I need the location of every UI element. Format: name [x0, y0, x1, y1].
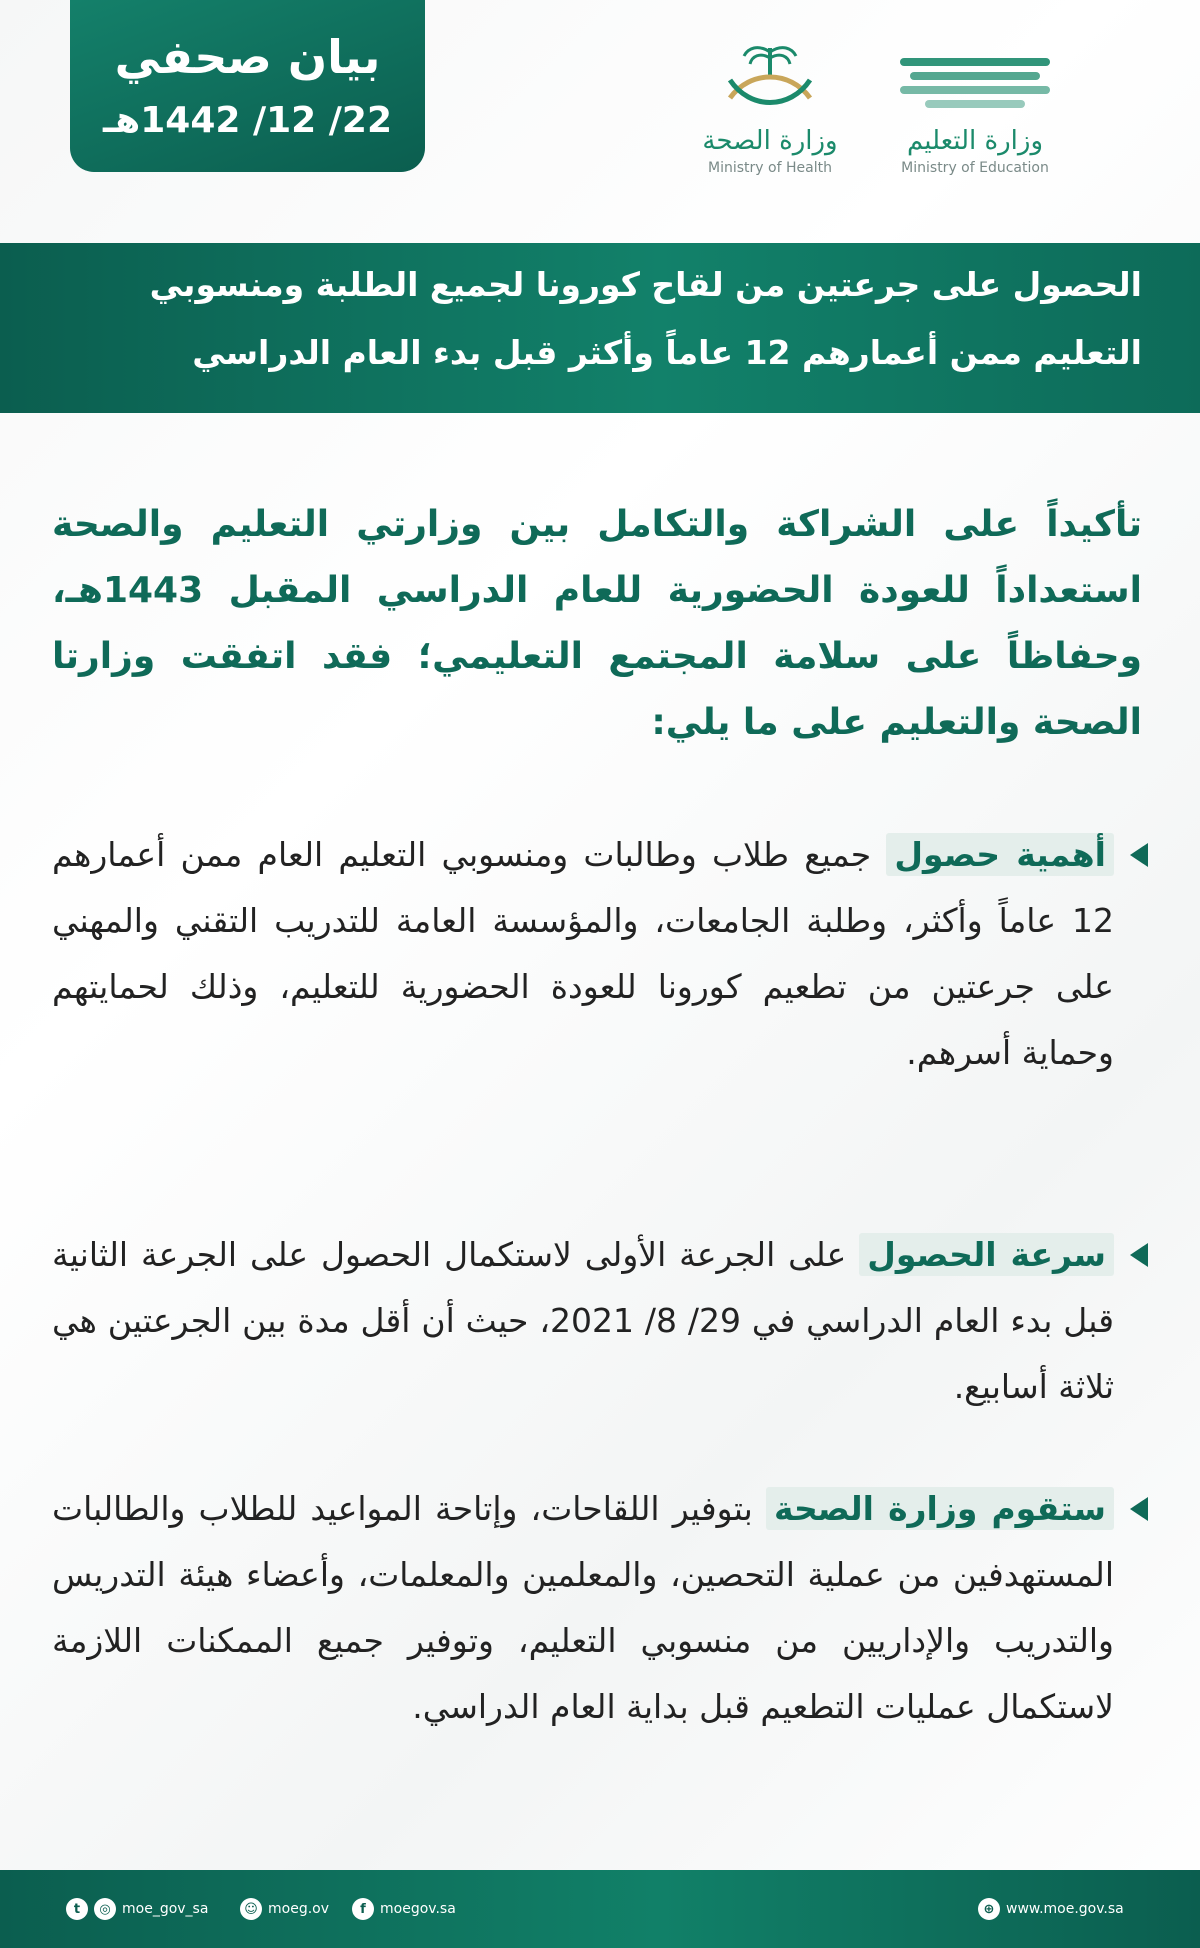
footer-bar — [0, 1870, 1200, 1948]
globe-icon: ⊕ — [978, 1898, 1000, 1920]
moe-arabic-name: وزارة التعليم — [906, 126, 1044, 156]
triangle-bullet-icon — [1130, 843, 1148, 867]
instagram-icon: ◎ — [94, 1898, 116, 1920]
badge-date: 22/ 12/ 1442هـ — [102, 100, 393, 141]
section-body — [52, 1222, 1142, 1420]
section-highlight: سرعة الحصول — [859, 1233, 1114, 1276]
triangle-bullet-icon — [1130, 1497, 1148, 1521]
section-speed — [52, 1222, 1142, 1420]
snapchat-icon: ☺ — [240, 1898, 262, 1920]
headline-banner — [0, 243, 1200, 413]
section-highlight: ستقوم وزارة الصحة — [766, 1487, 1114, 1530]
snapchat-handle: moeg.ov — [268, 1901, 330, 1917]
section-text: على الجرعة الأولى لاستكمال الحصول على الجرعة الثانية قبل بدء العام الدراسي في 29/ 8/ 2021، حيث أن أقل مدة بين الجرعتين هي ثلاثة أسابيع. — [52, 1235, 1115, 1406]
section-text: بتوفير اللقاحات، وإتاحة المواعيد للطلاب والطالبات المستهدفين من عملية التحصين، والمعلمين والمعلمات، وأعضاء هيئة التدريس والتدريب والإداريين من منسوبي التعليم، وتوفير جميع الممكنات اللازمة لاستكمال عمليات التطعيم قبل بداية العام الدراسي. — [52, 1489, 1114, 1726]
palm-swords-emblem-icon — [710, 40, 830, 120]
moh-english-name: Ministry of Health — [708, 160, 832, 176]
section-body — [52, 1476, 1142, 1740]
triangle-bullet-icon — [1130, 1243, 1148, 1267]
ministry-of-education-logo — [880, 40, 1070, 176]
section-body — [52, 822, 1142, 1086]
section-importance — [52, 822, 1142, 1086]
social-handle: moe_gov_sa — [122, 1901, 209, 1917]
facebook-icon: f — [352, 1898, 374, 1920]
footer-social-twitter-instagram[interactable] — [66, 1897, 208, 1921]
twitter-icon: t — [66, 1898, 88, 1920]
footer-website-link[interactable] — [978, 1897, 1124, 1921]
press-release-badge — [70, 0, 425, 172]
facebook-handle: moegov.sa — [380, 1901, 456, 1917]
footer-social-snapchat[interactable] — [240, 1897, 329, 1921]
moh-arabic-name: وزارة الصحة — [702, 126, 838, 156]
moe-english-name: Ministry of Education — [901, 160, 1049, 176]
footer-social-facebook[interactable] — [352, 1897, 456, 1921]
dotted-emblem-icon — [890, 40, 1060, 120]
badge-title: بيان صحفي — [114, 30, 381, 84]
intro-paragraph: تأكيداً على الشراكة والتكامل بين وزارتي التعليم والصحة استعداداً للعودة الحضورية للعام الدراسي المقبل 1443هـ، وحفاظاً على سلامة المجتمع التعليمي؛ فقد اتفقت وزارتا الصحة والتعليم على ما يلي: — [52, 504, 1142, 743]
section-text: جميع طلاب وطالبات ومنسوبي التعليم العام ممن أعمارهم 12 عاماً وأكثر، وطلبة الجامعات، والمؤسسة العامة للتدريب التقني والمهني على جرعتين من تطعيم كورونا للعودة الحضورية للتعليم، وذلك لحمايتهم وحماية أسرهم. — [52, 835, 1114, 1072]
headline-line-2: التعليم ممن أعمارهم 12 عاماً وأكثر قبل بدء العام الدراسي — [192, 333, 1142, 372]
section-highlight: أهمية حصول — [886, 833, 1114, 876]
ministry-of-health-logo — [680, 40, 860, 176]
website-url: www.moe.gov.sa — [1006, 1901, 1124, 1917]
section-ministry-role — [52, 1476, 1142, 1740]
headline-line-1: الحصول على جرعتين من لقاح كورونا لجميع الطلبة ومنسوبي — [149, 265, 1142, 304]
